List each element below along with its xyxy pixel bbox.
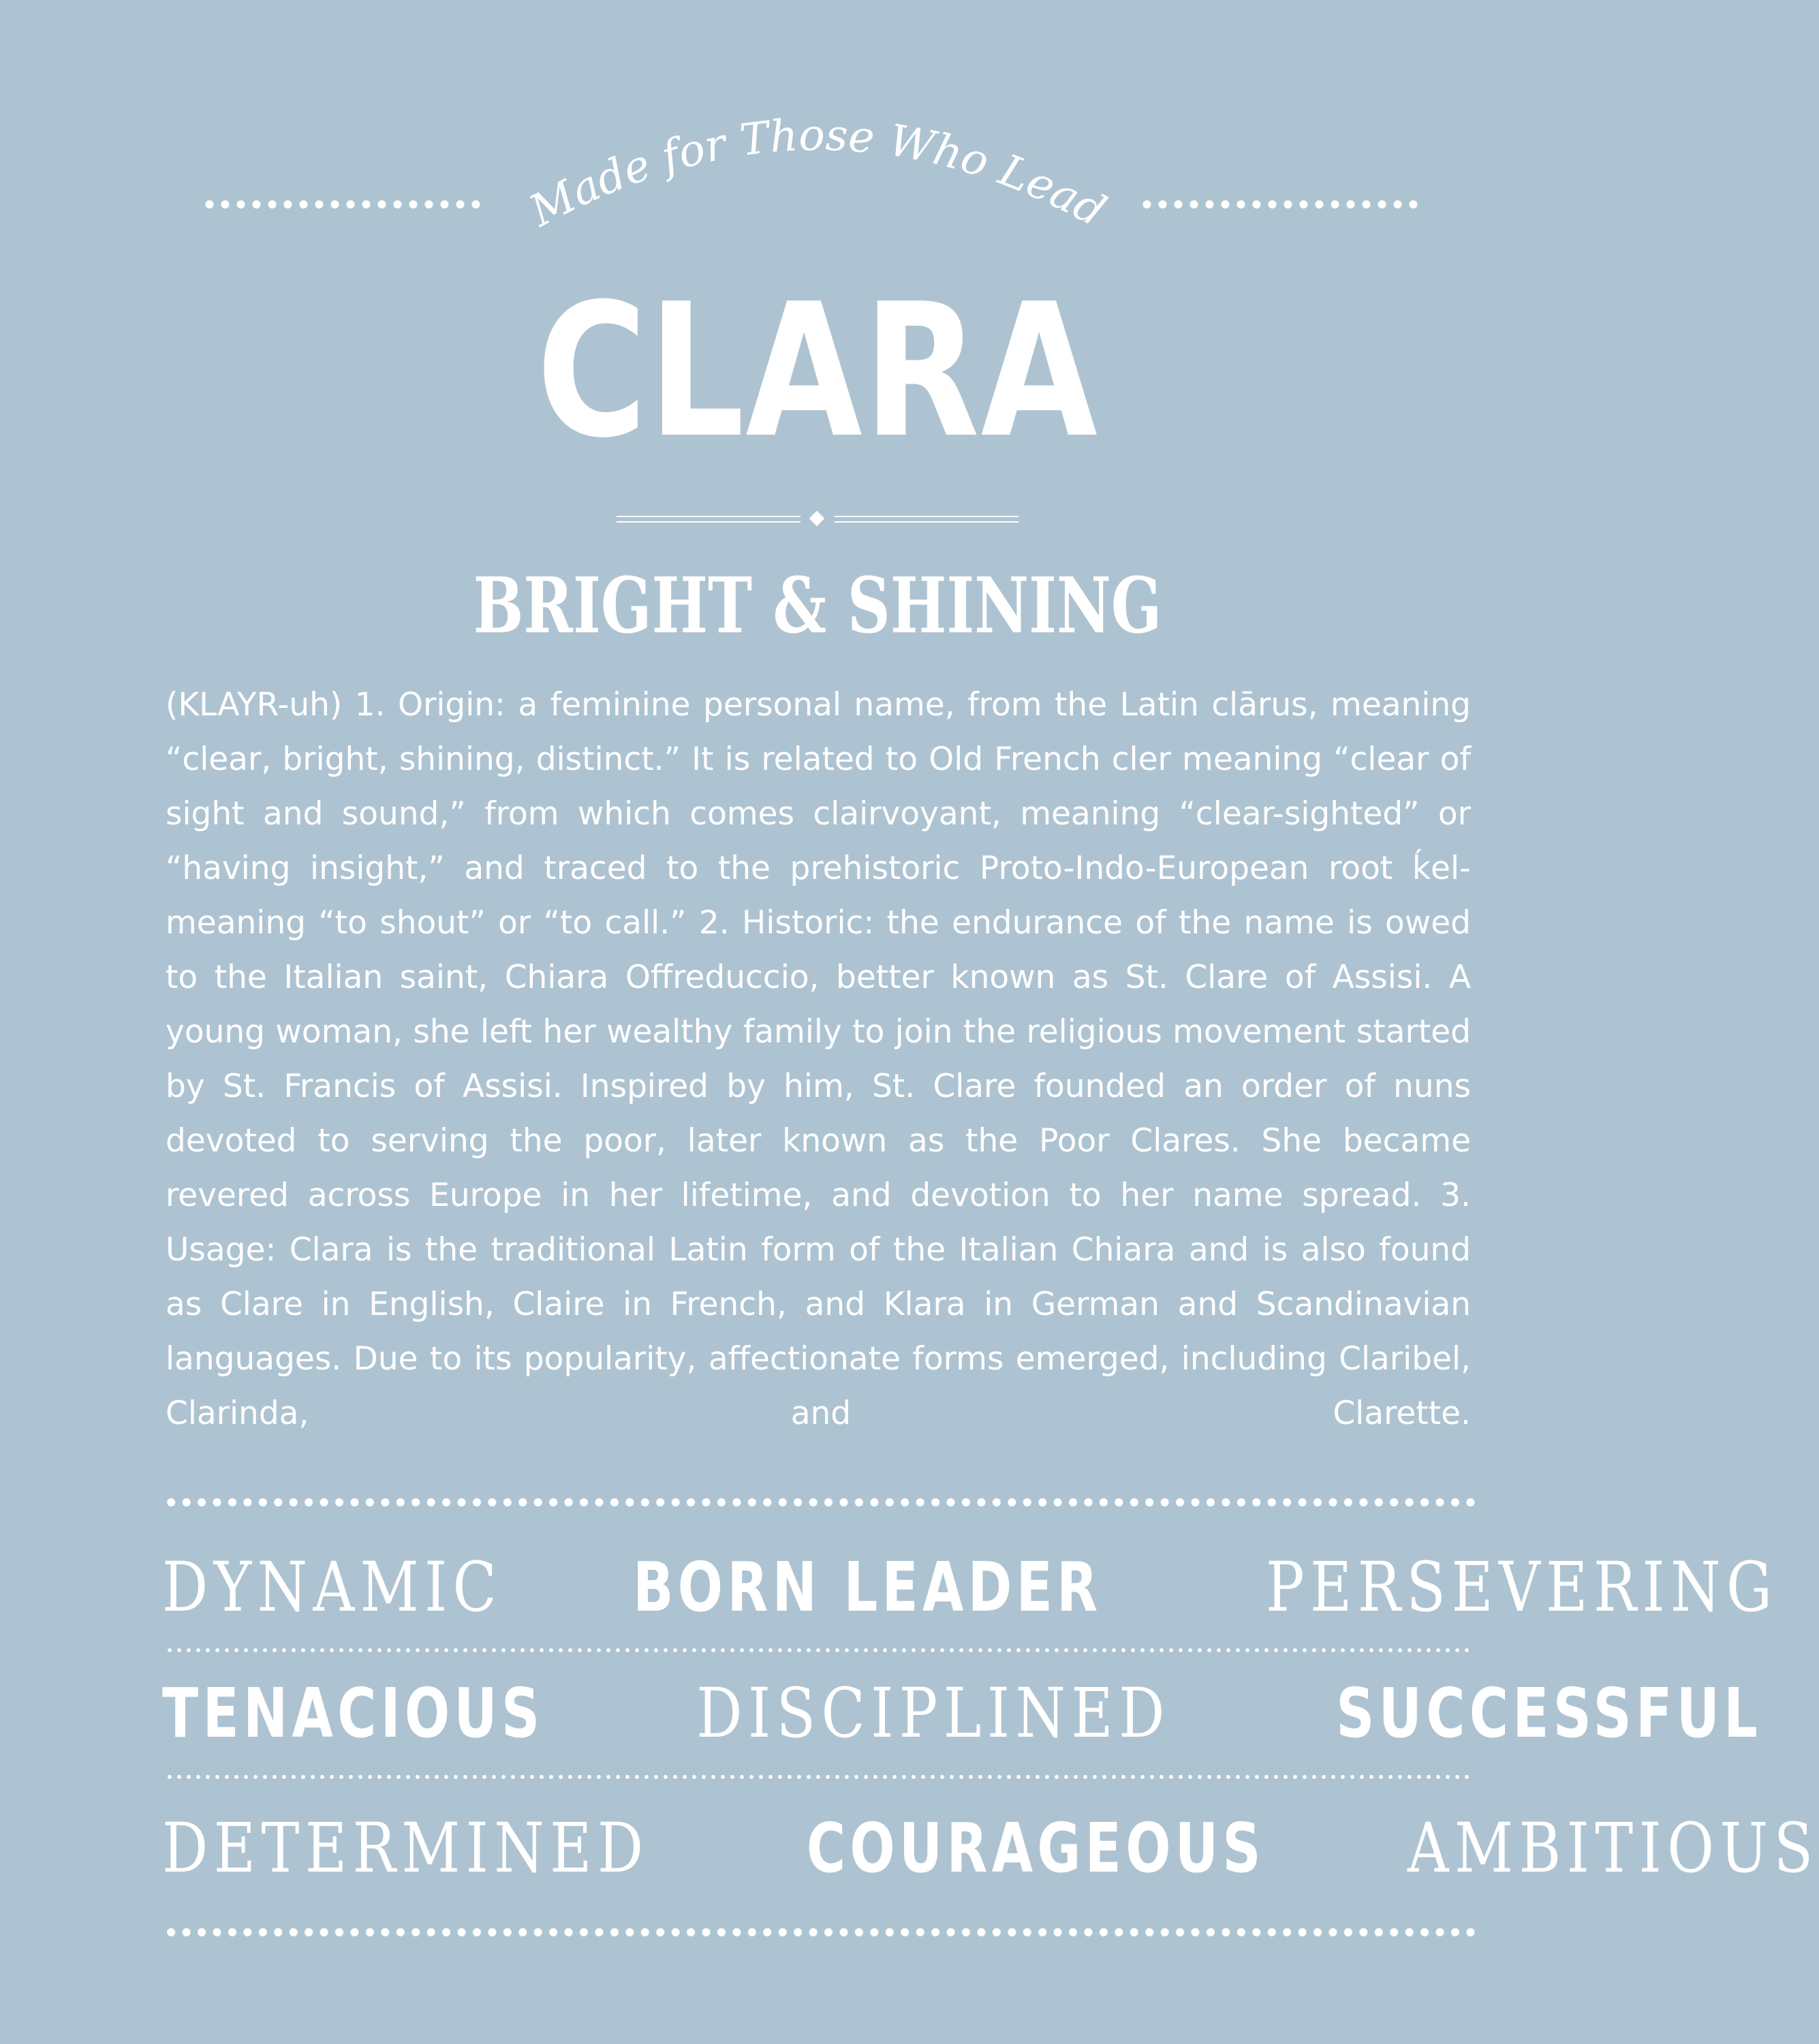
ornament-divider (617, 510, 1019, 531)
tagline-arc (518, 110, 1117, 238)
trait-word: DISCIPLINED (696, 1673, 1171, 1753)
dotted-divider-top (164, 1496, 1478, 1509)
svg-text:Made for Those Who Lead (521, 110, 1113, 237)
trait-word: AMBITIOUS (1408, 1808, 1819, 1888)
trait-word: BORN LEADER (633, 1547, 1102, 1627)
trait-word: PERSEVERING (1265, 1547, 1778, 1627)
dotted-divider-right (1139, 198, 1421, 211)
trait-word: TENACIOUS (162, 1673, 544, 1753)
name-meaning: BRIGHT & SHINING (473, 561, 1162, 651)
tagline (0, 110, 1635, 238)
ornament-line-right (835, 516, 1019, 523)
trait-row-2 (162, 1669, 1762, 1758)
dotted-separator (165, 1647, 1473, 1654)
ornament-line-left (617, 516, 800, 523)
trait-row-1 (162, 1543, 1778, 1632)
trait-word: SUCCESSFUL (1335, 1673, 1762, 1753)
trait-word: DETERMINED (162, 1808, 649, 1888)
name-definition: (KLAYR-uh) 1. Origin: a feminine personal name, from the Latin clārus, meaning “clear, bright, shining, distinct.” It is related to Old French cler meaning “clear of sight and sound,” from which comes clairvoyant, meaning “clear-sighted” or “having insight,” and traced to the prehistoric Proto-Indo-European root ḱel- meaning “to shout” or “to call.” 2. Historic: the endurance of the name is owed to the Italian saint, Chiara Offreduccio, better known as St. Clare of Assisi. A young woman, she left her wealthy family to join the religious movement started by St. Francis of Assisi. Inspired by him, St. Clare founded an order of nuns devoted to serving the poor, later known as the Poor Clares. She became revered across Europe in her lifetime, and devotion to her name spread. 3. Usage: Clara is the traditional Latin form of the Italian Chiara and is also found as Clare in English, Claire in French, and Klara in German and Scandinavian languages. Due to its popularity, affectionate forms emerged, including Claribel, Clarinda, and Clarette. (166, 686, 1471, 1432)
trait-word: COURAGEOUS (806, 1808, 1265, 1888)
dotted-divider-left (202, 198, 484, 211)
trait-row-3 (162, 1804, 1819, 1893)
diamond-icon (809, 511, 825, 527)
name-title: CLARA (536, 264, 1099, 478)
tagline-text: Made for Those Who Lead (522, 110, 1114, 237)
dotted-divider-bottom (164, 1925, 1478, 1939)
dotted-separator (165, 1774, 1473, 1780)
trait-word: DYNAMIC (162, 1547, 503, 1627)
